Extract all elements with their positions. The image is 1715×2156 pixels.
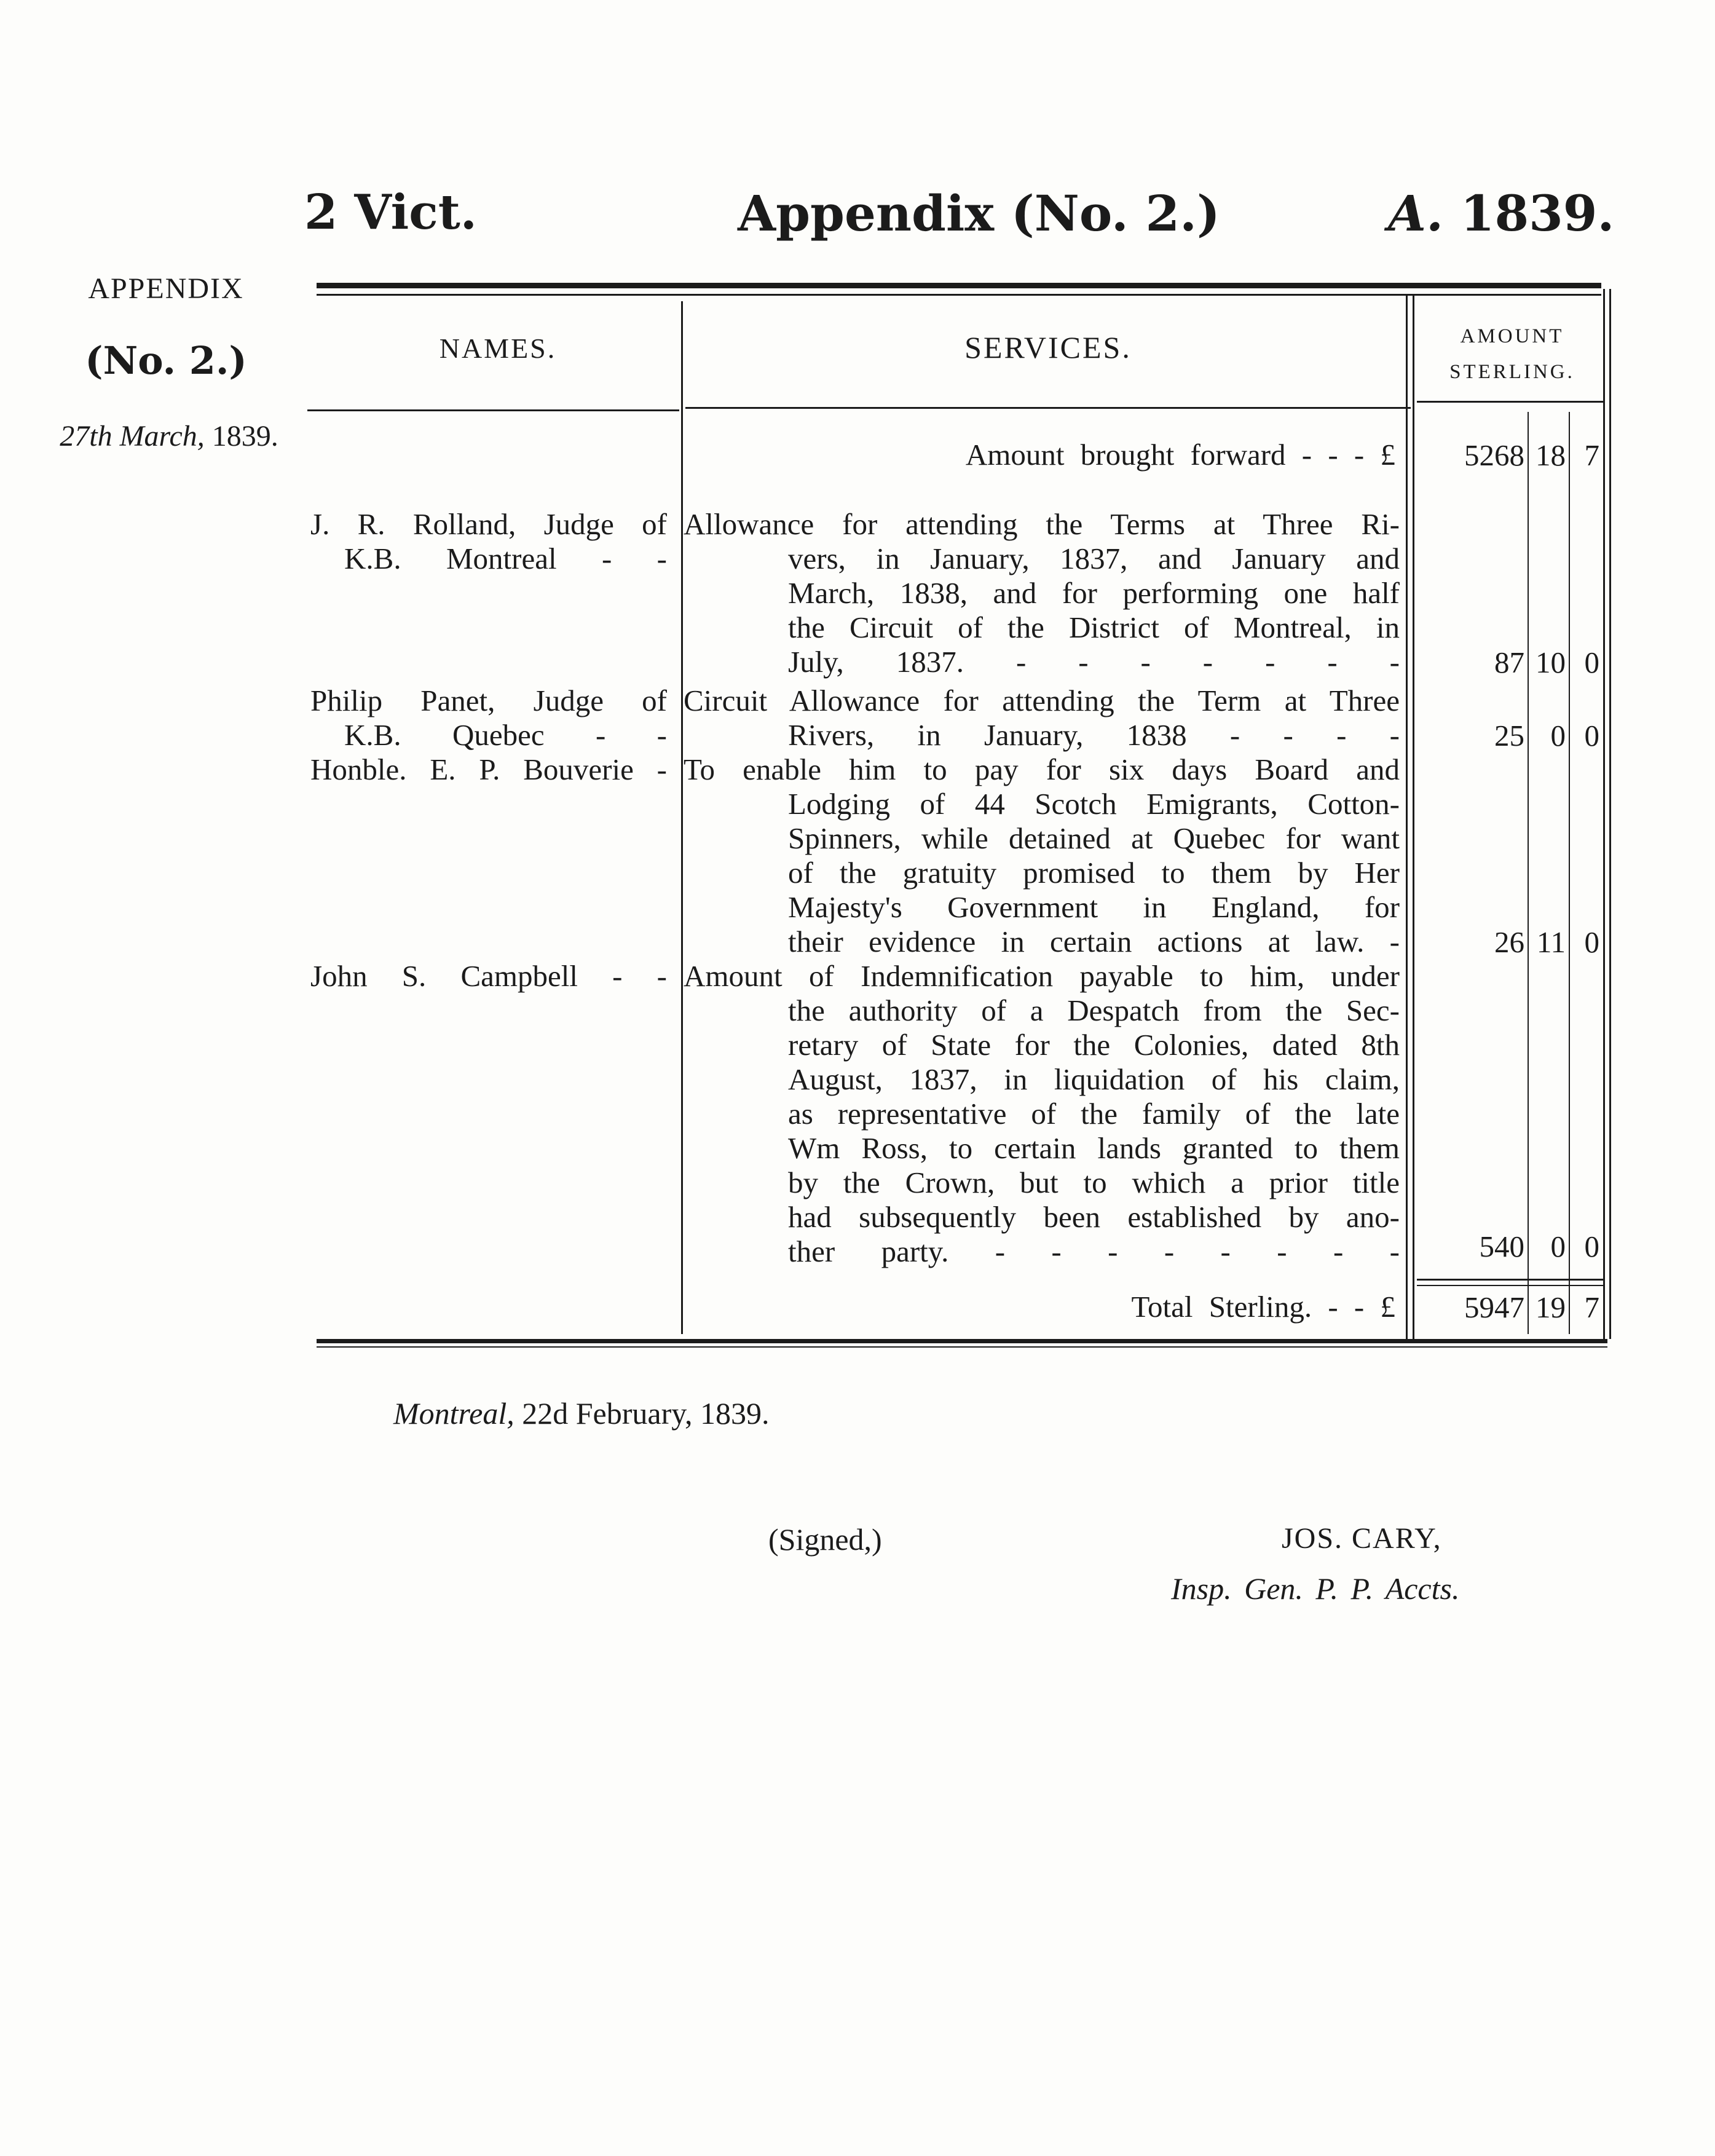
row-service-line: as representative of the family of the late (788, 1097, 1400, 1131)
row-shillings: 0 (1550, 1230, 1566, 1263)
footer-place-date (393, 1396, 769, 1431)
row-pounds: 87 (1494, 646, 1524, 679)
margin-appendix-label: APPENDIX (88, 272, 244, 305)
row-service-line: of the gratuity promised to them by Her (788, 856, 1400, 890)
right-border-a (1603, 289, 1605, 1339)
row-service-line: Amount of Indemnification payable to him, under (684, 959, 1400, 993)
column-divider-names (681, 301, 683, 1334)
margin-date (31, 419, 307, 453)
total-rule-thin-2 (1417, 1285, 1604, 1286)
total-pounds: 5947 (1464, 1290, 1524, 1324)
row-service (684, 684, 1400, 752)
table-header-rule-services (685, 407, 1411, 409)
column-header-services: SERVICES. (964, 330, 1132, 365)
brought-forward-label: Amount brought forward - - - £ (965, 438, 1395, 472)
total-pence: 7 (1584, 1290, 1599, 1324)
brought-forward-shillings: 18 (1536, 438, 1566, 472)
row-service-line: July, 1837. - - - - - - - (788, 645, 1400, 679)
margin-date-day: 27th March, (60, 420, 205, 452)
row-service (684, 959, 1400, 1269)
footer-date: 22d February, 1839. (522, 1396, 770, 1431)
row-service-line: Circuit Allowance for attending the Term at Three (684, 684, 1400, 717)
brought-forward-pence: 7 (1584, 438, 1599, 472)
running-header-year: 1839. (1460, 184, 1615, 242)
column-divider-shillings (1528, 412, 1529, 1334)
footer-signed: (Signed,) (768, 1522, 882, 1557)
row-service-line: their evidence in certain actions at law. - (788, 925, 1400, 958)
column-header-amount-line1: AMOUNT (1460, 325, 1564, 347)
table-bottom-rule-thin (317, 1346, 1607, 1348)
row-name-line: Honble. E. P. Bouverie - (310, 752, 667, 786)
right-border-b (1609, 289, 1611, 1339)
row-service-line: by the Crown, but to which a prior title (788, 1166, 1400, 1199)
table-header-rule-amount (1417, 401, 1604, 403)
column-divider-amount-a (1406, 294, 1408, 1339)
table-top-rule-thick (317, 283, 1601, 288)
row-pounds: 26 (1494, 925, 1524, 959)
row-service-line: August, 1837, in liquidation of his claim, (788, 1062, 1400, 1096)
row-service-line: Allowance for attending the Terms at Three Ri- (684, 507, 1400, 541)
row-service-line: Majesty's Government in England, for (788, 890, 1400, 924)
row-service-line: had subsequently been established by ano- (788, 1200, 1400, 1234)
row-service-line: Rivers, in January, 1838 - - - - (788, 718, 1400, 752)
row-service (684, 752, 1400, 959)
row-name (310, 507, 667, 576)
column-header-names: NAMES. (439, 333, 557, 364)
row-service (684, 507, 1400, 679)
row-service-line: the Circuit of the District of Montreal, in (788, 610, 1400, 644)
row-service-line: retary of State for the Colonies, dated 8th (788, 1028, 1400, 1062)
margin-date-year: 1839. (211, 420, 278, 452)
row-pence: 0 (1584, 925, 1599, 959)
footer-signatory-title: Insp. Gen. P. P. Accts. (1171, 1571, 1460, 1606)
row-pounds: 540 (1479, 1230, 1524, 1263)
column-header-amount-line2: STERLING. (1449, 361, 1575, 383)
table-bottom-rule-thick (317, 1339, 1607, 1343)
footer-place: Montreal, (393, 1396, 514, 1431)
running-header-title: Appendix (No. 2.) (738, 184, 1220, 242)
row-name-line: John S. Campbell - - (310, 959, 667, 993)
total-label: Total Sterling. - - £ (1131, 1290, 1395, 1324)
row-pence: 0 (1584, 719, 1599, 752)
running-header-right (1388, 184, 1614, 242)
row-pence: 0 (1584, 1230, 1599, 1263)
row-service-line: March, 1838, and for performing one half (788, 576, 1400, 610)
row-service-line: Wm Ross, to certain lands granted to them (788, 1131, 1400, 1165)
total-shillings: 19 (1536, 1290, 1566, 1324)
row-name-line: K.B. Montreal - - (344, 542, 667, 575)
row-name (310, 959, 667, 993)
row-service-line: the authority of a Despatch from the Sec- (788, 993, 1400, 1027)
margin-appendix-number: (No. 2.) (85, 338, 247, 383)
running-header-mark: A. (1388, 184, 1443, 242)
running-header-left: 2 Vict. (304, 184, 477, 240)
total-rule-thin (1417, 1279, 1604, 1281)
column-divider-pence (1569, 412, 1570, 1334)
row-service-line: ther party. - - - - - - - - (788, 1234, 1400, 1268)
row-shillings: 0 (1550, 719, 1566, 752)
row-pounds: 25 (1494, 719, 1524, 752)
brought-forward-pounds: 5268 (1464, 438, 1524, 472)
footer-signatory: JOS. CARY, (1282, 1522, 1442, 1555)
table-top-rule-thin (317, 294, 1601, 296)
table-header-rule-left (307, 409, 679, 411)
row-service-line: Spinners, while detained at Quebec for want (788, 821, 1400, 855)
row-service-line: Lodging of 44 Scotch Emigrants, Cotton- (788, 787, 1400, 821)
row-name-line: J. R. Rolland, Judge of (310, 507, 667, 541)
row-pence: 0 (1584, 646, 1599, 679)
row-name-line: Philip Panet, Judge of (310, 684, 667, 717)
row-service-line: vers, in January, 1837, and January and (788, 542, 1400, 575)
row-name (310, 752, 667, 787)
column-header-amount (1420, 318, 1604, 390)
row-name-line: K.B. Quebec - - (344, 718, 667, 752)
row-shillings: 11 (1536, 925, 1566, 959)
row-name (310, 684, 667, 752)
row-service-line: To enable him to pay for six days Board and (684, 752, 1400, 786)
row-shillings: 10 (1536, 646, 1566, 679)
